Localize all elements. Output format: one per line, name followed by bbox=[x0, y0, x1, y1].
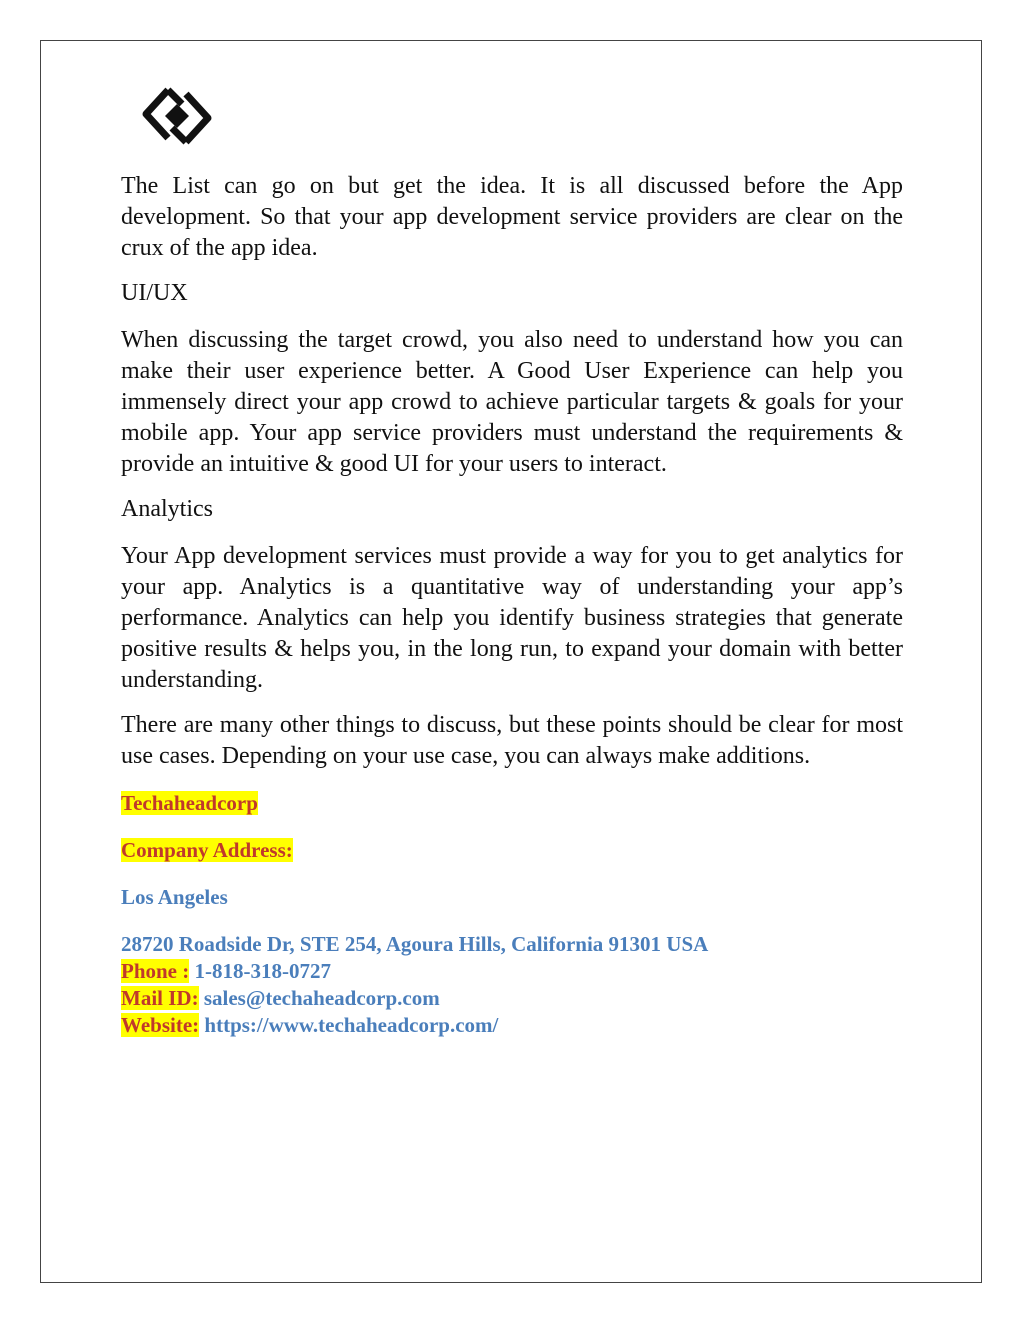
company-address-label: Company Address: bbox=[121, 838, 293, 862]
contact-section bbox=[121, 790, 903, 1039]
company-name: Techaheadcorp bbox=[121, 791, 258, 815]
phone-number: 1-818-318-0727 bbox=[194, 959, 331, 983]
closing-paragraph: There are many other things to discuss, but these points should be clear for most use cases. Depending on your use case, you can always make additions. bbox=[121, 712, 903, 769]
street-address: 28720 Roadside Dr, STE 254, Agoura Hills, California 91301 USA bbox=[121, 932, 709, 956]
uiux-heading: UI/UX bbox=[121, 280, 188, 306]
intro-paragraph: The List can go on but get the idea. It is all discussed before the App development. So that your app development service providers are clear on the crux of the app idea. bbox=[121, 173, 903, 261]
diamond-logo-icon bbox=[140, 84, 214, 148]
city-name: Los Angeles bbox=[121, 885, 228, 909]
document-body bbox=[121, 171, 903, 1039]
uiux-paragraph: When discussing the target crowd, you also need to understand how you can make their user experience better. A Good User Experience can help you immensely direct your app crowd to achieve particular targets & goals for your mobile app. Your app service providers must understand the requirements & provide an intuitive & good UI for your users to interact. bbox=[121, 327, 903, 477]
analytics-paragraph: Your App development services must provide a way for you to get analytics for your app. Analytics is a quantitative way of understanding your app’s performance. Analytics can help you identify business strategies that generate positive results & helps you, in the long run, to expand your domain with better understanding. bbox=[121, 543, 903, 693]
website-link[interactable]: https://www.techaheadcorp.com/ bbox=[204, 1013, 499, 1037]
website-label: Website: bbox=[121, 1013, 200, 1037]
mail-label: Mail ID: bbox=[121, 986, 199, 1010]
mail-address[interactable]: sales@techaheadcorp.com bbox=[203, 986, 440, 1010]
analytics-heading: Analytics bbox=[121, 496, 213, 522]
phone-label: Phone : bbox=[121, 959, 190, 983]
